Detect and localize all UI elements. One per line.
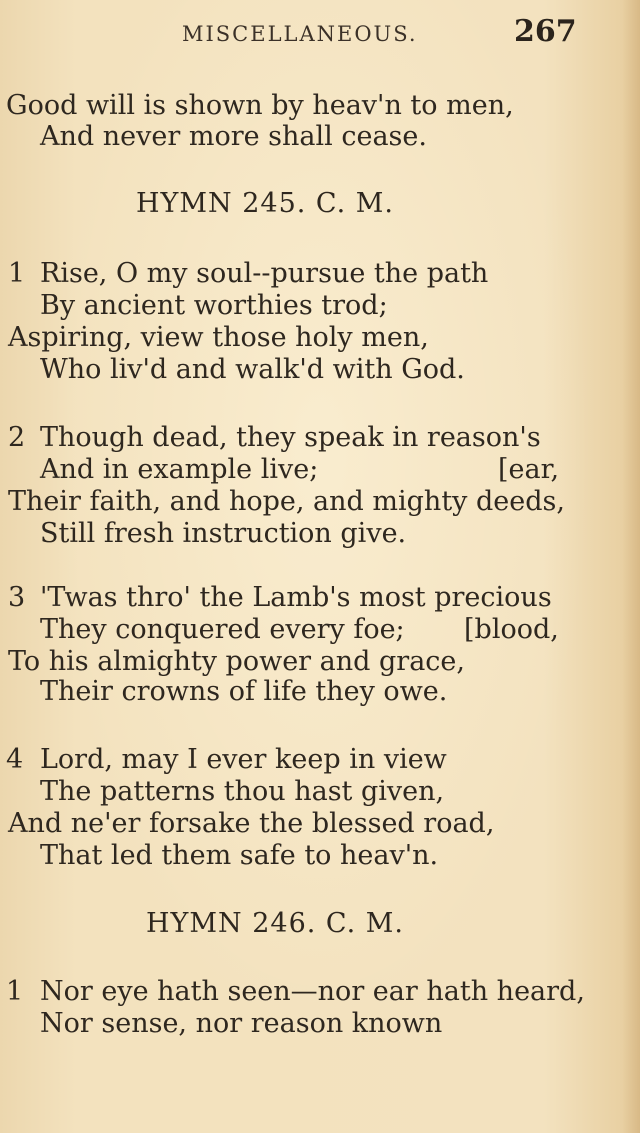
hymn-245-title: HYMN 245. C. M. [136,188,395,219]
verse-line: The patterns thou hast given, [40,776,445,807]
page-edge-shadow [622,0,640,1133]
verse-line: Their faith, and hope, and mighty deeds, [8,486,565,517]
verse-number: 3 [8,582,26,613]
verse-line: To his almighty power and grace, [8,646,465,677]
hymn-246-title: HYMN 246. C. M. [146,908,405,939]
verse-line: Who liv'd and walk'd with God. [40,354,465,385]
page-number: 267 [514,14,577,49]
verse-line: 'Twas thro' the Lamb's most precious [40,582,552,613]
verse-line: Nor sense, nor reason known [40,1008,443,1039]
verse-number: 1 [8,258,26,289]
verse-line: By ancient worthies trod; [40,290,388,321]
intro-line-2: And never more shall cease. [40,121,427,152]
verse-line: Though dead, they speak in reason's [40,422,541,453]
verse-line: And ne'er forsake the blessed road, [8,808,495,839]
verse-line: Rise, O my soul--pursue the path [40,258,489,289]
verse-line-turnover: [blood, [464,614,559,645]
verse-number: 1 [6,976,24,1007]
intro-line-1: Good will is shown by heav'n to men, [6,90,514,121]
verse-line: That led them safe to heav'n. [40,840,439,871]
verse-number: 4 [6,744,24,775]
verse-line: And in example live; [40,454,319,485]
verse-number: 2 [8,422,26,453]
verse-line: Lord, may I ever keep in view [40,744,447,775]
verse-line: Nor eye hath seen—nor ear hath heard, [40,976,585,1007]
running-title: MISCELLANEOUS. [182,22,418,46]
verse-line: Their crowns of life they owe. [40,676,448,707]
verse-line: Still fresh instruction give. [40,518,407,549]
verse-line-turnover: [ear, [498,454,560,485]
verse-line: They conquered every foe; [40,614,405,645]
verse-line: Aspiring, view those holy men, [8,322,429,353]
